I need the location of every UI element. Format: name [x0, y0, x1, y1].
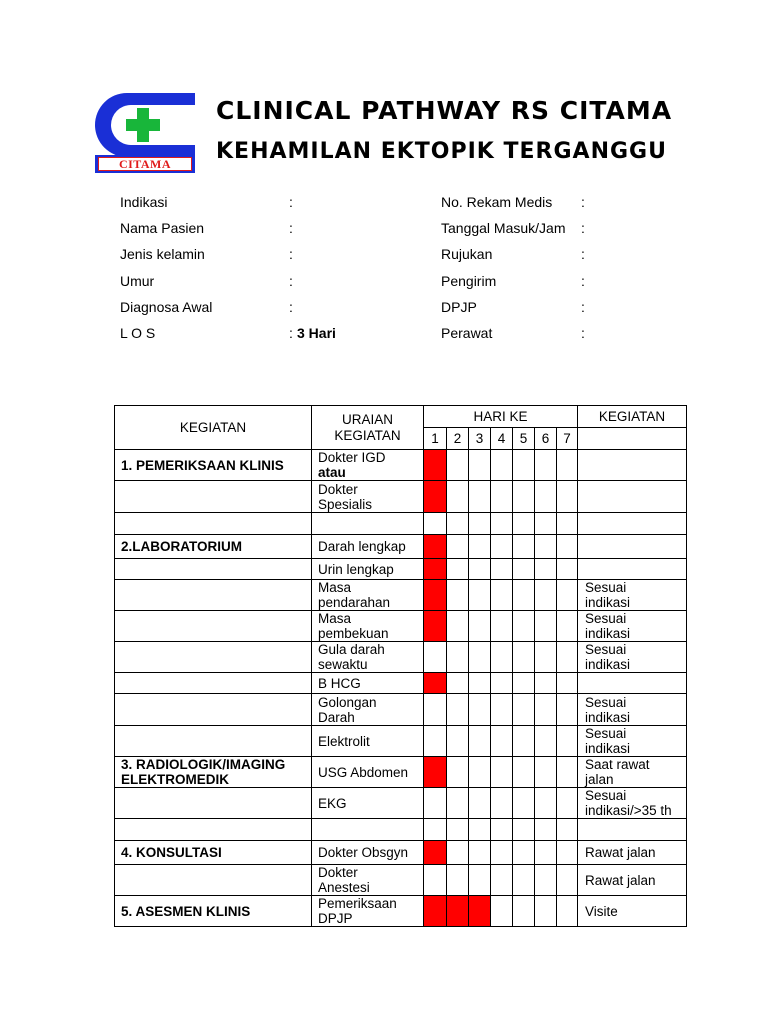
info-label: Rujukan	[441, 246, 493, 262]
note-cell	[578, 513, 687, 535]
day-cell-2	[447, 788, 469, 819]
note-line2: indikasi	[585, 741, 631, 756]
day-cell-2	[447, 694, 469, 726]
day-cell-6	[535, 757, 557, 788]
day-cell-6	[535, 694, 557, 726]
description-line1: Pemeriksaan	[318, 896, 397, 911]
day-cell-4	[491, 788, 513, 819]
description-cell	[312, 559, 424, 580]
activity-label: 2.LABORATORIUM	[121, 539, 242, 554]
day-cell-3	[469, 673, 491, 694]
day-cell-3	[469, 559, 491, 580]
description-line2: Elektrolit	[318, 733, 370, 749]
activity-cell	[115, 841, 312, 865]
description-line1: Golongan	[318, 694, 377, 710]
info-colon: :	[289, 299, 293, 315]
activity-cell	[115, 481, 312, 513]
description-line1: Dokter	[318, 865, 358, 880]
info-colon: :	[289, 246, 293, 262]
logo-cross-bar	[126, 119, 160, 131]
day-cell-6	[535, 580, 557, 611]
day-cell-4	[491, 673, 513, 694]
activity-cell	[115, 513, 312, 535]
description-cell	[312, 611, 424, 642]
day-cell-1	[424, 611, 447, 642]
note-line1: Sesuai	[585, 694, 627, 710]
info-label: Umur	[120, 273, 155, 289]
day-cell-4	[491, 819, 513, 841]
day-cell-1	[424, 819, 447, 841]
note-line2: Visite	[585, 903, 618, 919]
table-row	[115, 757, 687, 788]
day-cell-5	[513, 726, 535, 757]
note-line1: Sesuai	[585, 642, 627, 657]
info-label: Pengirim	[441, 273, 497, 289]
day-cell-1	[424, 865, 447, 896]
header-uraian-line1: URAIAN	[341, 411, 393, 427]
day-cell-3	[469, 726, 491, 757]
day-cell-6	[535, 896, 557, 927]
day-cell-7	[557, 726, 578, 757]
day-cell-5	[513, 450, 535, 481]
description-cell	[312, 819, 424, 841]
day-cell-5	[513, 757, 535, 788]
note-line2: indikasi	[585, 626, 631, 641]
day-cell-2	[447, 559, 469, 580]
description-cell	[312, 757, 424, 788]
day-cell-4	[491, 611, 513, 642]
header-day: 5	[513, 428, 535, 450]
header-kegiatan-2: KEGIATAN	[578, 406, 687, 428]
note-cell	[578, 726, 687, 757]
day-cell-3	[469, 841, 491, 865]
day-cell-7	[557, 559, 578, 580]
header-uraian-line2: KEGIATAN	[334, 427, 401, 443]
note-cell	[578, 580, 687, 611]
activity-cell	[115, 757, 312, 788]
note-cell	[578, 481, 687, 513]
activity-cell	[115, 726, 312, 757]
activity-cell	[115, 673, 312, 694]
description-cell	[312, 580, 424, 611]
info-label: DPJP	[441, 299, 477, 315]
day-cell-6	[535, 450, 557, 481]
header-hari-ke: HARI KE	[424, 406, 578, 428]
day-cell-7	[557, 611, 578, 642]
note-line1: Sesuai	[585, 611, 627, 626]
page-subtitle: KEHAMILAN EKTOPIK TERGANGGU	[216, 139, 667, 164]
note-cell	[578, 819, 687, 841]
note-cell	[578, 673, 687, 694]
day-cell-2	[447, 819, 469, 841]
hospital-logo	[95, 93, 195, 175]
day-cell-6	[535, 559, 557, 580]
table-row	[115, 450, 687, 481]
day-cell-7	[557, 694, 578, 726]
day-cell-5	[513, 535, 535, 559]
description-line1: Masa	[318, 580, 352, 595]
day-cell-4	[491, 481, 513, 513]
info-colon: :	[289, 194, 293, 210]
info-colon: :	[581, 194, 585, 210]
activity-label: 4. KONSULTASI	[121, 845, 222, 860]
day-cell-1	[424, 726, 447, 757]
description-line2: pembekuan	[318, 626, 389, 641]
note-line1: Saat rawat	[585, 757, 650, 772]
note-cell	[578, 642, 687, 673]
table-row	[115, 642, 687, 673]
note-cell	[578, 757, 687, 788]
info-label: Nama Pasien	[120, 220, 205, 236]
table-row	[115, 896, 687, 927]
day-cell-1	[424, 450, 447, 481]
description-cell	[312, 673, 424, 694]
day-cell-7	[557, 535, 578, 559]
note-cell	[578, 694, 687, 726]
day-cell-4	[491, 694, 513, 726]
day-cell-2	[447, 535, 469, 559]
day-cell-7	[557, 580, 578, 611]
day-cell-4	[491, 450, 513, 481]
day-cell-7	[557, 865, 578, 896]
day-cell-3	[469, 481, 491, 513]
day-cell-7	[557, 896, 578, 927]
header-day: 7	[557, 428, 578, 450]
description-line1: EKG	[318, 795, 347, 811]
description-line1: Urin lengkap	[318, 561, 394, 577]
day-cell-2	[447, 896, 469, 927]
description-cell	[312, 450, 424, 481]
description-line1: Dokter Obsgyn	[318, 845, 409, 860]
activity-label: 3. RADIOLOGIK/IMAGING	[121, 757, 286, 772]
day-cell-5	[513, 559, 535, 580]
day-cell-3	[469, 580, 491, 611]
note-cell	[578, 611, 687, 642]
table-row	[115, 841, 687, 865]
description-cell	[312, 694, 424, 726]
description-line1: Darah lengkap	[318, 539, 406, 554]
day-cell-3	[469, 896, 491, 927]
table-row	[115, 726, 687, 757]
day-cell-5	[513, 642, 535, 673]
info-label: No. Rekam Medis	[441, 194, 553, 210]
table-row	[115, 865, 687, 896]
activity-cell	[115, 611, 312, 642]
activity-cell	[115, 694, 312, 726]
day-cell-2	[447, 611, 469, 642]
day-cell-5	[513, 481, 535, 513]
activity-label: 5. ASESMEN KLINIS	[121, 903, 251, 919]
day-cell-3	[469, 865, 491, 896]
info-label: Tanggal Masuk/Jam	[441, 220, 566, 236]
activity-cell	[115, 450, 312, 481]
description-line2: Spesialis	[318, 496, 373, 512]
day-cell-5	[513, 694, 535, 726]
header-uraian	[312, 406, 424, 450]
day-cell-7	[557, 841, 578, 865]
day-cell-1	[424, 642, 447, 673]
day-cell-6	[535, 788, 557, 819]
note-line1: Sesuai	[585, 788, 627, 803]
day-cell-5	[513, 673, 535, 694]
activity-cell	[115, 865, 312, 896]
day-cell-4	[491, 865, 513, 896]
day-cell-2	[447, 673, 469, 694]
description-line1: Masa	[318, 611, 352, 626]
day-cell-3	[469, 788, 491, 819]
note-line2: jalan	[585, 772, 614, 787]
table-row	[115, 694, 687, 726]
note-line2: indikasi/>35 th	[585, 803, 672, 818]
day-cell-6	[535, 841, 557, 865]
day-cell-4	[491, 841, 513, 865]
table-row	[115, 481, 687, 513]
day-cell-7	[557, 642, 578, 673]
day-cell-5	[513, 819, 535, 841]
day-cell-4	[491, 726, 513, 757]
day-cell-2	[447, 481, 469, 513]
day-cell-4	[491, 580, 513, 611]
day-cell-3	[469, 694, 491, 726]
note-line1: Sesuai	[585, 580, 627, 595]
day-cell-6	[535, 819, 557, 841]
note-line2: indikasi	[585, 657, 631, 672]
note-cell	[578, 788, 687, 819]
note-cell	[578, 450, 687, 481]
activity-cell	[115, 559, 312, 580]
description-line2: Darah	[318, 709, 355, 725]
description-cell	[312, 865, 424, 896]
header-day: 2	[447, 428, 469, 450]
day-cell-4	[491, 513, 513, 535]
info-label: L O S	[120, 325, 156, 341]
header-kegiatan: KEGIATAN	[115, 406, 312, 450]
day-cell-6	[535, 513, 557, 535]
description-line1: Gula darah	[318, 642, 385, 657]
day-cell-1	[424, 580, 447, 611]
info-colon: :	[581, 246, 585, 262]
day-cell-2	[447, 580, 469, 611]
header-day: 4	[491, 428, 513, 450]
description-cell	[312, 788, 424, 819]
day-cell-7	[557, 513, 578, 535]
day-cell-2	[447, 726, 469, 757]
note-cell	[578, 841, 687, 865]
info-label: Indikasi	[120, 194, 168, 210]
table-row	[115, 535, 687, 559]
day-cell-7	[557, 788, 578, 819]
day-cell-6	[535, 865, 557, 896]
table-row	[115, 559, 687, 580]
day-cell-6	[535, 535, 557, 559]
description-cell	[312, 841, 424, 865]
day-cell-3	[469, 611, 491, 642]
description-cell	[312, 535, 424, 559]
logo-brand-band	[95, 155, 195, 173]
day-cell-2	[447, 513, 469, 535]
day-cell-6	[535, 481, 557, 513]
activity-label: 1. PEMERIKSAAN KLINIS	[121, 457, 284, 473]
info-colon: :	[289, 273, 293, 289]
table-row	[115, 611, 687, 642]
day-cell-1	[424, 535, 447, 559]
day-cell-2	[447, 841, 469, 865]
note-cell	[578, 865, 687, 896]
note-line2: Rawat jalan	[585, 872, 656, 888]
activity-cell	[115, 819, 312, 841]
info-colon: :	[581, 325, 585, 341]
day-cell-1	[424, 757, 447, 788]
info-colon: :	[289, 220, 293, 236]
day-cell-5	[513, 865, 535, 896]
page-title: CLINICAL PATHWAY RS CITAMA	[216, 96, 673, 125]
description-cell	[312, 513, 424, 535]
day-cell-4	[491, 642, 513, 673]
day-cell-3	[469, 513, 491, 535]
info-label: Diagnosa Awal	[120, 299, 213, 315]
header-day: 1	[424, 428, 447, 450]
info-colon: :	[289, 325, 293, 341]
day-cell-1	[424, 896, 447, 927]
day-cell-1	[424, 694, 447, 726]
info-label: Perawat	[441, 325, 493, 341]
pathway-body	[115, 450, 687, 927]
day-cell-5	[513, 513, 535, 535]
description-cell	[312, 481, 424, 513]
day-cell-6	[535, 726, 557, 757]
activity-cell	[115, 580, 312, 611]
day-cell-4	[491, 757, 513, 788]
note-cell	[578, 559, 687, 580]
description-line1: Dokter IGD	[318, 450, 386, 465]
day-cell-2	[447, 865, 469, 896]
description-line2: DPJP	[318, 911, 353, 926]
table-row	[115, 580, 687, 611]
description-line2: sewaktu	[318, 657, 368, 672]
day-cell-7	[557, 450, 578, 481]
day-cell-5	[513, 580, 535, 611]
header-empty	[578, 428, 687, 450]
day-cell-6	[535, 611, 557, 642]
info-colon: :	[581, 273, 585, 289]
day-cell-2	[447, 642, 469, 673]
description-line2: pendarahan	[318, 595, 391, 610]
los-value: 3 Hari	[297, 325, 336, 341]
description-cell	[312, 642, 424, 673]
day-cell-3	[469, 642, 491, 673]
description-line1: Dokter	[318, 481, 358, 497]
day-cell-5	[513, 841, 535, 865]
day-cell-2	[447, 757, 469, 788]
logo-brand-text: CITAMA	[98, 157, 192, 171]
day-cell-1	[424, 513, 447, 535]
day-cell-7	[557, 819, 578, 841]
note-line2: indikasi	[585, 595, 631, 610]
note-line1: Rawat jalan	[585, 845, 656, 860]
day-cell-3	[469, 450, 491, 481]
day-cell-5	[513, 788, 535, 819]
day-cell-7	[557, 673, 578, 694]
activity-label-2: ELEKTROMEDIK	[121, 772, 229, 787]
info-colon: :	[581, 299, 585, 315]
day-cell-6	[535, 642, 557, 673]
note-cell	[578, 896, 687, 927]
info-label: Jenis kelamin	[120, 246, 205, 262]
day-cell-4	[491, 896, 513, 927]
note-line1: Sesuai	[585, 726, 627, 741]
pathway-table	[114, 405, 687, 927]
description-line1: B HCG	[318, 675, 361, 691]
day-cell-7	[557, 757, 578, 788]
day-cell-3	[469, 535, 491, 559]
day-cell-1	[424, 673, 447, 694]
day-cell-4	[491, 535, 513, 559]
activity-cell	[115, 788, 312, 819]
table-row	[115, 819, 687, 841]
day-cell-5	[513, 611, 535, 642]
description-cell	[312, 726, 424, 757]
day-cell-1	[424, 559, 447, 580]
day-cell-1	[424, 788, 447, 819]
day-cell-7	[557, 481, 578, 513]
day-cell-4	[491, 559, 513, 580]
activity-cell	[115, 642, 312, 673]
description-line2: atau	[318, 465, 346, 480]
table-row	[115, 673, 687, 694]
note-cell	[578, 535, 687, 559]
day-cell-3	[469, 757, 491, 788]
activity-cell	[115, 896, 312, 927]
activity-cell	[115, 535, 312, 559]
table-row	[115, 513, 687, 535]
description-line2: Anestesi	[318, 880, 370, 895]
info-colon: :	[581, 220, 585, 236]
day-cell-3	[469, 819, 491, 841]
day-cell-5	[513, 896, 535, 927]
note-line2: indikasi	[585, 709, 631, 725]
description-cell	[312, 896, 424, 927]
header-day: 3	[469, 428, 491, 450]
header-day: 6	[535, 428, 557, 450]
table-row	[115, 788, 687, 819]
day-cell-1	[424, 481, 447, 513]
day-cell-6	[535, 673, 557, 694]
day-cell-1	[424, 841, 447, 865]
description-line1: USG Abdomen	[318, 764, 409, 780]
day-cell-2	[447, 450, 469, 481]
